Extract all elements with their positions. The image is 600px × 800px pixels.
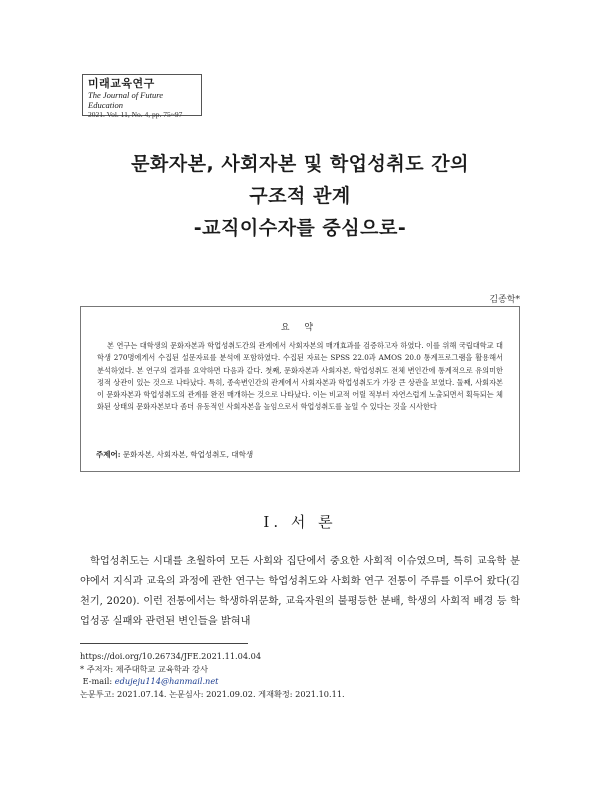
title-line-1: 문화자본, 사회자본 및 학업성취도 간의 — [131, 153, 469, 175]
abstract-box — [80, 306, 520, 472]
journal-name-english: The Journal of Future Education — [88, 90, 163, 110]
subtitle: -교직이수자를 중심으로- — [193, 217, 407, 239]
paper-title — [0, 148, 600, 244]
abstract-heading: 요 약 — [280, 323, 320, 333]
keywords-label: 주제어: — [96, 450, 121, 459]
keywords-value: 문화자본, 사회자본, 학업성취도, 대학생 — [122, 450, 254, 459]
abstract-text: 본 연구는 대학생의 문화자본과 학업성취도간의 관계에서 사회자본의 매개효과를 검증하고자 하였다. 이를 위해 국립대학교 대학생 270명에게서 수집된 설문자료를 분석에 포함하였다. 수집된 자료는 SPSS 22.0과 AMOS 20.0 통계프로그램을 활용해서 분석하였다. 본 연구의 결과를 요약하면 다음과 같다. 첫째, 문화자본과 사회자본, 학업성취도 전체 변인간에 통계적으로 유의미한 정적 상관이 있는 것으로 나타났다. 특히, 종속변인간의 관계에서 사회자본과 학업성취도가 가장 큰 상관을 보였다. 둘째, 사회자본이 문화자본과 학업성취도의 관계를 완전 매개하는 것으로 나타났다. 이는 비교적 어릴 적부터 자연스럽게 노출되면서 획득되는 체화된 상태의 문화자본보다 좀더 유동적인 사회자본을 높임으로서 학업성취도를 높일 수 있다는 것을 시사한다 — [97, 341, 503, 412]
doi-link[interactable]: https://doi.org/10.26734/JFE.2021.11.04.04 — [80, 651, 262, 661]
journal-info-box — [82, 74, 202, 119]
email-line — [80, 675, 345, 688]
email-link[interactable]: edujeju114@hanmail.net — [114, 676, 219, 687]
email-label: E-mail: — [82, 676, 113, 687]
author-name: 김종학* — [489, 295, 520, 305]
footnote-divider — [80, 643, 248, 644]
section-heading-introduction: Ⅰ. 서 론 — [263, 513, 337, 531]
keywords — [96, 449, 253, 460]
submission-dates: 논문투고: 2021.07.14. 논문심사: 2021.09.02. 게재확정: 2021.10.11. — [80, 688, 345, 699]
footnotes — [80, 650, 345, 700]
author-affiliation: * 주저자: 제주대학교 교육학과 강사 — [80, 663, 208, 674]
journal-name-korean: 미래교육연구 — [88, 77, 155, 90]
title-line-2: 구조적 관계 — [249, 185, 351, 207]
journal-issue: 2021. Vol. 11, No. 4, pp. 75~97 — [88, 110, 183, 119]
body-paragraph: 학업성취도는 시대를 초월하여 모든 사회와 집단에서 중요한 사회적 이슈였으며, 특히 교육학 분야에서 지식과 교육의 과정에 관한 연구는 학업성취도와 사회화 연구 전통이 주류를 이루어 왔다(김천기, 2020). 이런 전통에서는 학생하위문화, 교육자원의 불평등한 분배, 학생의 사회적 배경 등 학업성공 실패와 관련된 변인들을 밝혀내 — [80, 556, 520, 627]
